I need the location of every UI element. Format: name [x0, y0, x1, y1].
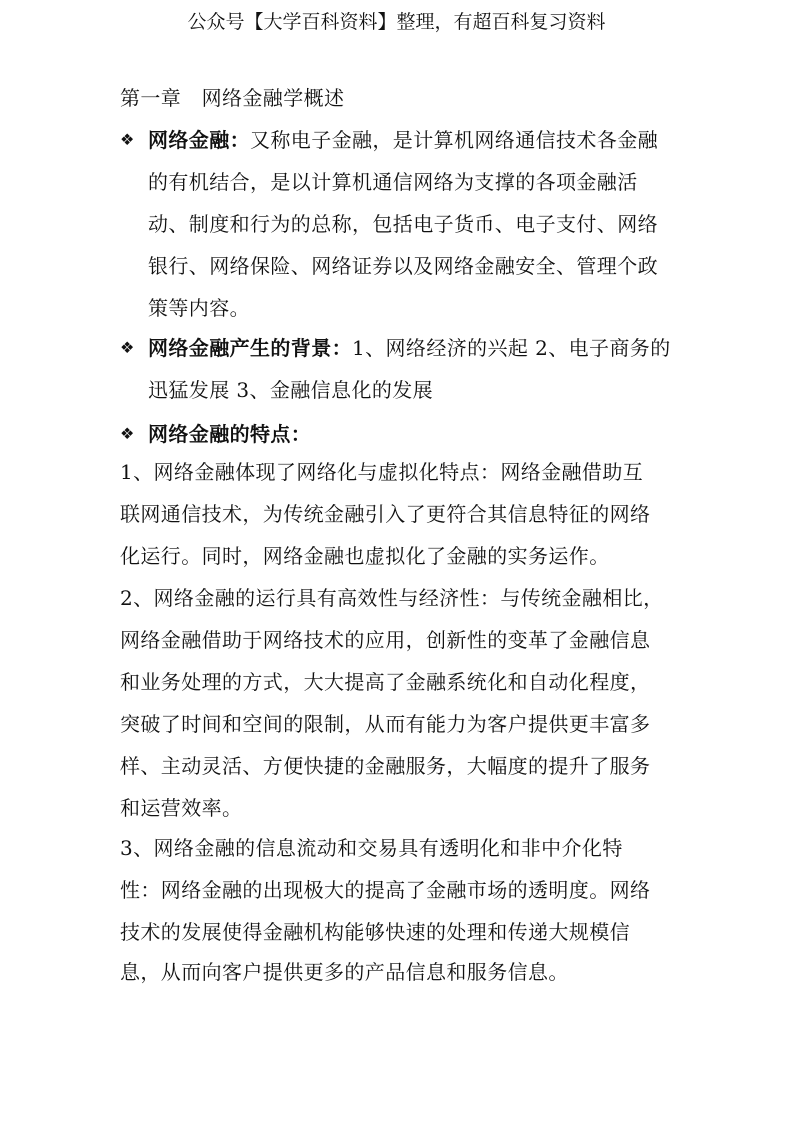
bullet-1-line	[148, 119, 658, 161]
paragraph-line: 和业务处理的方式，大大提高了金融系统化和自动化程度，	[120, 670, 651, 694]
paragraph-line: 3、网络金融的信息流动和交易具有透明化和非中介化特	[120, 836, 623, 860]
bullet-text: 的有机结合，是以计算机通信网络为支撑的各项金融活	[148, 170, 638, 194]
bullet-text: 又称电子金融，是计算机网络通信技术各金融	[250, 128, 658, 152]
bullet-icon: ❖	[120, 424, 135, 443]
chapter-title: 第一章 网络金融学概述	[120, 86, 345, 110]
paragraph-line: 突破了时间和空间的限制，从而有能力为客户提供更丰富多	[120, 712, 651, 736]
bullet-text: 策等内容。	[148, 296, 250, 320]
bullet-icon: ❖	[120, 130, 135, 149]
bullet-text: 1、网络经济的兴起 2、电子商务的	[352, 336, 671, 360]
bullet-term: 网络金融的特点：	[148, 422, 312, 446]
paragraph-line: 技术的发展使得金融机构能够快速的处理和传递大规模信	[120, 920, 630, 944]
paragraph-line: 样、主动灵活、方便快捷的金融服务，大幅度的提升了服务	[120, 754, 651, 778]
paragraph-line: 联网通信技术，为传统金融引入了更符合其信息特征的网络	[120, 502, 651, 526]
bullet-icon: ❖	[120, 338, 135, 357]
paragraph-line: 和运营效率。	[120, 796, 243, 820]
bullet-text: 动、制度和行为的总称，包括电子货币、电子支付、网络	[148, 212, 658, 236]
paragraph-line: 化运行。同时，网络金融也虚拟化了金融的实务运作。	[120, 544, 610, 568]
paragraph-line: 性：网络金融的出现极大的提高了金融市场的透明度。网络	[120, 878, 651, 902]
paragraph-line: 1、网络金融体现了网络化与虚拟化特点：网络金融借助互	[120, 460, 644, 484]
bullet-text: 迅猛发展 3、金融信息化的发展	[148, 378, 434, 402]
paragraph-line: 息，从而向客户提供更多的产品信息和服务信息。	[120, 960, 569, 984]
bullet-text: 银行、网络保险、网络证券以及网络金融安全、管理个政	[148, 254, 658, 278]
paragraph-line: 2、网络金融的运行具有高效性与经济性：与传统金融相比，	[120, 586, 664, 610]
bullet-term: 网络金融：	[148, 128, 250, 152]
page-header: 公众号【大学百科资料】整理，有超百科复习资料	[187, 11, 606, 33]
paragraph-line: 网络金融借助于网络技术的应用，创新性的变革了金融信息	[120, 628, 651, 652]
bullet-3-line	[148, 413, 311, 455]
bullet-term: 网络金融产生的背景：	[148, 336, 352, 360]
bullet-2-line	[148, 327, 671, 369]
